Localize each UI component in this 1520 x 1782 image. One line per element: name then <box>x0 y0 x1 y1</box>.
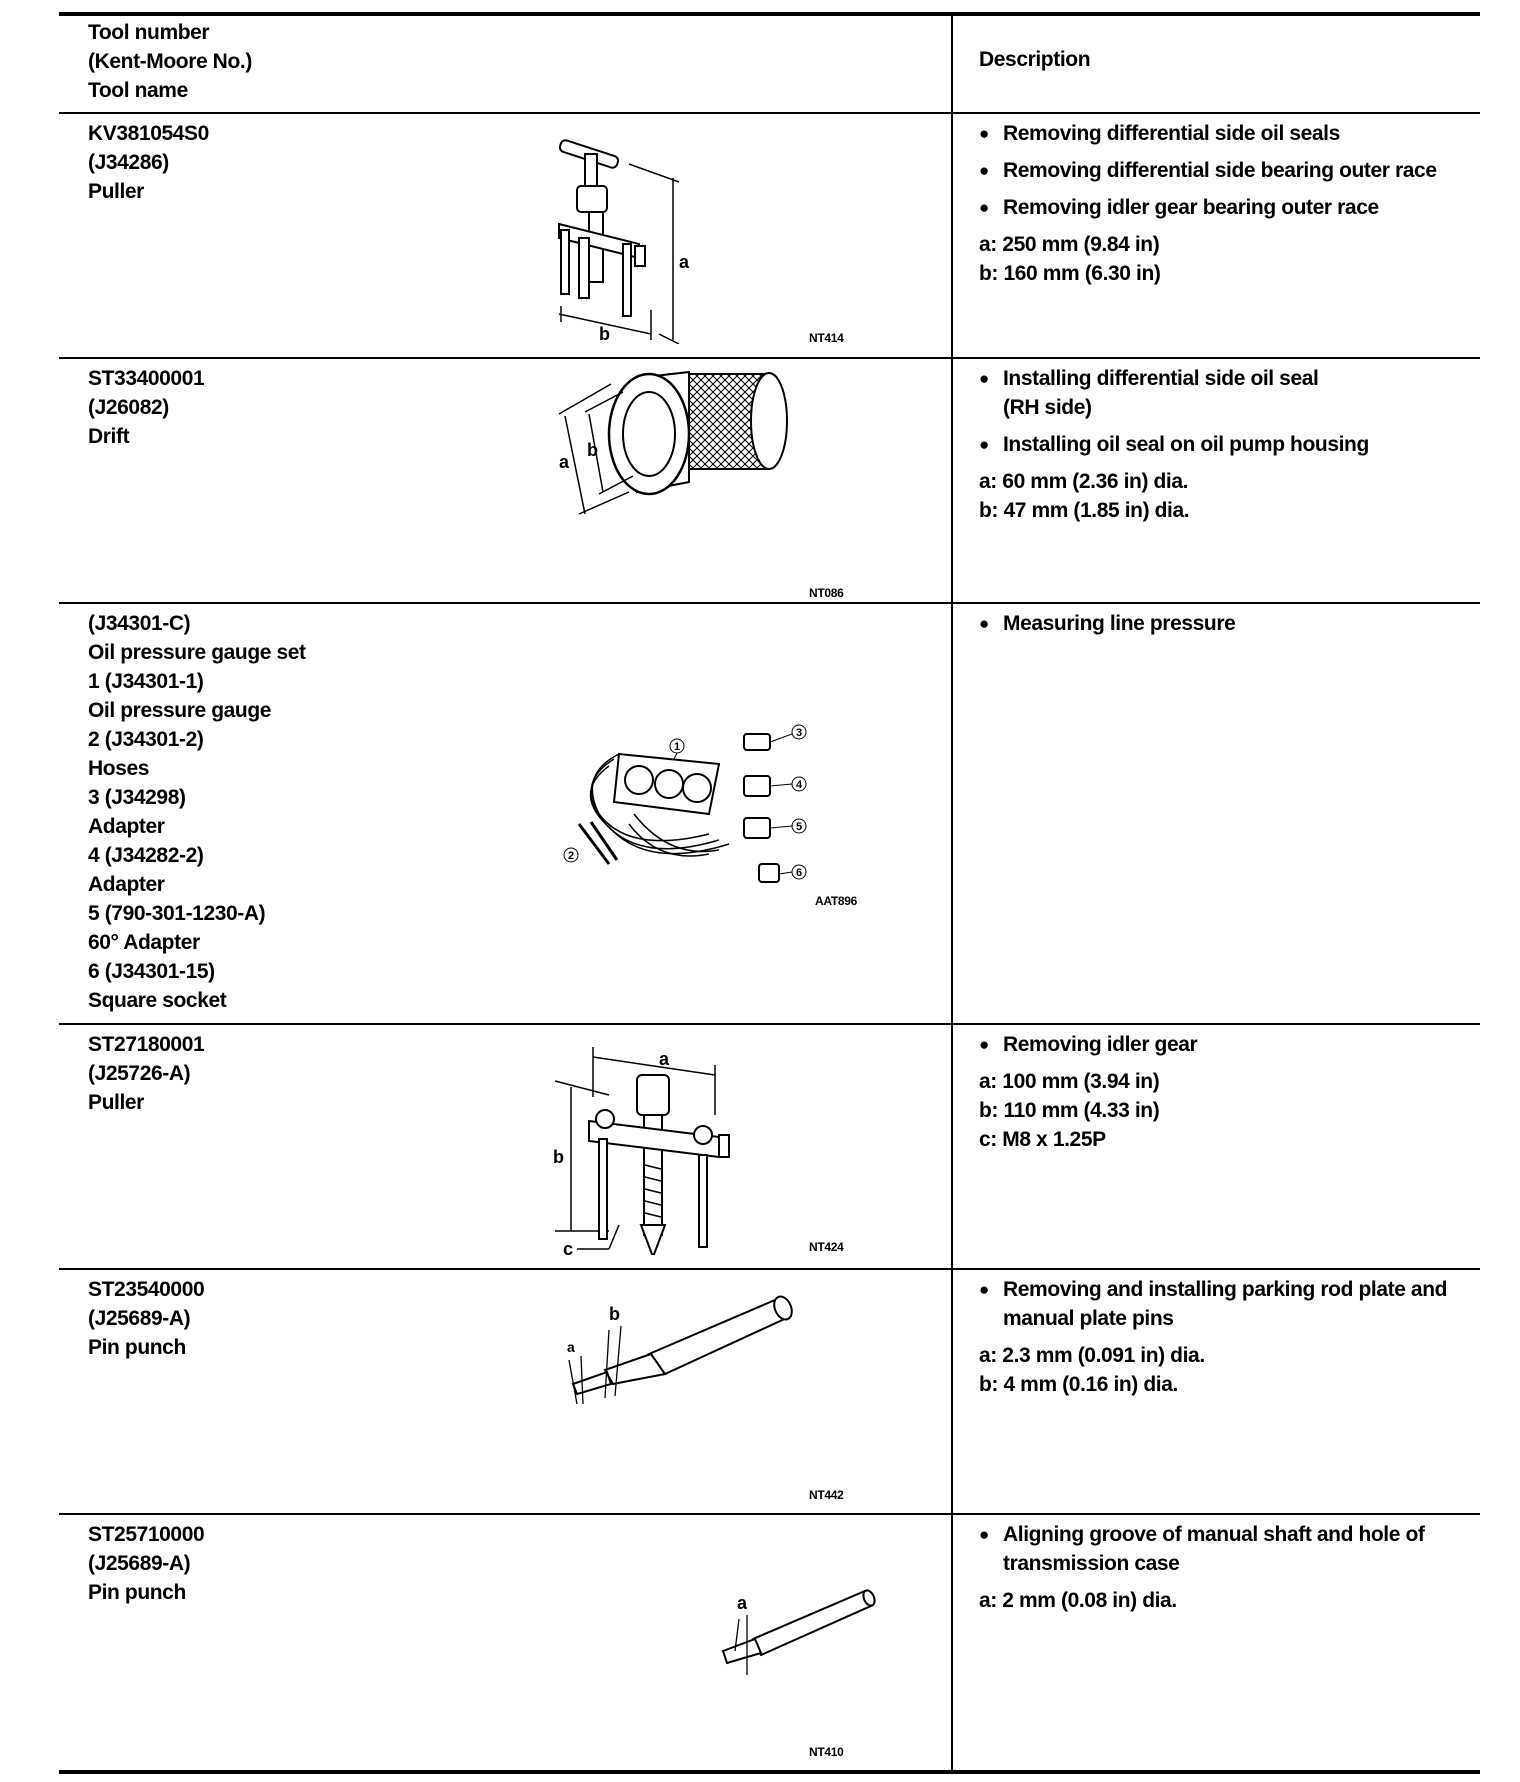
table-row <box>59 359 1480 604</box>
spec-line: a: 60 mm (2.36 in) dia. <box>979 470 1189 493</box>
component-number: 3 (J34298) <box>88 786 186 809</box>
tool-name: Oil pressure gauge set <box>88 641 306 664</box>
kent-moore-number: (J34301-C) <box>88 612 191 635</box>
kent-moore-number: (J34286) <box>88 151 169 174</box>
spec-line: a: 2.3 mm (0.091 in) dia. <box>979 1344 1205 1367</box>
tool-name: Puller <box>88 1091 144 1114</box>
table-row <box>59 1025 1480 1270</box>
callout-1: 1 <box>674 741 681 753</box>
callout-6: 6 <box>796 867 803 879</box>
figure-label-a: a <box>559 452 570 472</box>
description-bullet: ● Removing idler gear bearing outer race <box>979 193 1474 222</box>
header-description: Description <box>979 48 1091 71</box>
spec-line: b: 47 mm (1.85 in) dia. <box>979 499 1190 522</box>
figure-label-a: a <box>659 1049 670 1069</box>
component-number: 2 (J34301-2) <box>88 728 204 751</box>
kent-moore-number: (J25726-A) <box>88 1062 191 1085</box>
description-bullet: ● Installing oil seal on oil pump housing <box>979 430 1474 459</box>
kent-moore-number: (J25689-A) <box>88 1307 191 1330</box>
tool-description <box>979 1520 1474 1615</box>
table-row <box>59 1270 1480 1515</box>
figure-label-a: a <box>679 252 690 272</box>
description-bullet: ● Aligning groove of manual shaft and hole of transmission case <box>979 1520 1474 1578</box>
tool-name: Pin punch <box>88 1336 186 1359</box>
description-bullet: ● Removing idler gear <box>979 1030 1474 1059</box>
callout-2: 2 <box>568 850 575 862</box>
spec-line: a: 2 mm (0.08 in) dia. <box>979 1589 1177 1612</box>
figure-label-b: b <box>609 1304 620 1324</box>
tool-info <box>88 1520 468 1607</box>
component-name: Adapter <box>88 815 165 838</box>
component-name: Adapter <box>88 873 165 896</box>
header-tool-name: Tool name <box>88 79 188 102</box>
description-bullet: ● Removing differential side oil seals <box>979 119 1474 148</box>
tool-number: KV381054S0 <box>88 122 209 145</box>
component-name: Oil pressure gauge <box>88 699 272 722</box>
table-row <box>59 1515 1480 1774</box>
tool-number: ST33400001 <box>88 367 205 390</box>
callout-4: 4 <box>796 779 803 791</box>
table-bottom-rule <box>59 1770 1480 1774</box>
header-kent-moore: (Kent-Moore No.) <box>88 50 252 73</box>
puller-illustration <box>539 134 779 344</box>
figure-code: NT086 <box>809 586 844 600</box>
table-row <box>59 114 1480 359</box>
description-bullet: ● Removing and installing parking rod plate and manual plate pins <box>979 1275 1474 1333</box>
tool-description <box>979 119 1474 288</box>
table-row <box>59 604 1480 1025</box>
figure-code: NT424 <box>809 1240 844 1254</box>
figure-label-c: c <box>563 1239 574 1255</box>
tool-info <box>88 364 468 451</box>
figure-code: NT414 <box>809 331 844 345</box>
tool-name: Pin punch <box>88 1581 186 1604</box>
description-bullet: ● Measuring line pressure <box>979 609 1474 638</box>
idler-gear-puller-illustration <box>549 1035 809 1255</box>
tool-name: Puller <box>88 180 144 203</box>
component-number: 1 (J34301-1) <box>88 670 204 693</box>
table-header-row <box>59 12 1480 114</box>
tool-number: ST27180001 <box>88 1033 205 1056</box>
header-left <box>88 18 468 105</box>
spec-line: b: 110 mm (4.33 in) <box>979 1099 1160 1122</box>
figure-code: NT410 <box>809 1745 844 1759</box>
spec-line: a: 250 mm (9.84 in) <box>979 233 1160 256</box>
description-bullet: ● Removing differential side bearing outer race <box>979 156 1474 185</box>
tool-info <box>88 609 468 1015</box>
kent-moore-number: (J25689-A) <box>88 1552 191 1575</box>
tool-info <box>88 119 468 206</box>
component-number: 6 (J34301-15) <box>88 960 215 983</box>
component-name: 60° Adapter <box>88 931 200 954</box>
figure-label-a: a <box>737 1593 748 1613</box>
figure-label-a: a <box>567 1339 575 1355</box>
component-number: 5 (790-301-1230-A) <box>88 902 266 925</box>
kent-moore-number: (J26082) <box>88 396 169 419</box>
pin-punch-illustration <box>539 1280 799 1410</box>
tool-info <box>88 1275 468 1362</box>
description-bullet: ● Installing differential side oil seal (RH side) <box>979 364 1333 422</box>
spec-line: b: 160 mm (6.30 in) <box>979 262 1161 285</box>
figure-code: AAT896 <box>815 894 857 908</box>
figure-label-b: b <box>587 440 598 460</box>
tool-number: ST25710000 <box>88 1523 205 1546</box>
tool-name: Drift <box>88 425 130 448</box>
pin-punch-small-illustration <box>709 1585 889 1685</box>
component-number: 4 (J34282-2) <box>88 844 204 867</box>
spec-line: b: 4 mm (0.16 in) dia. <box>979 1373 1178 1396</box>
header-tool-number: Tool number <box>88 21 210 44</box>
tool-info <box>88 1030 468 1117</box>
figure-label-b: b <box>599 324 610 344</box>
figure-code: NT442 <box>809 1488 844 1502</box>
tool-description <box>979 364 1474 525</box>
spec-line: a: 100 mm (3.94 in) <box>979 1070 1160 1093</box>
tool-description <box>979 609 1474 646</box>
figure-label-b: b <box>553 1147 564 1167</box>
oil-pressure-gauge-set-illustration <box>559 714 829 904</box>
spec-line: c: M8 x 1.25P <box>979 1128 1106 1151</box>
tool-description <box>979 1275 1474 1399</box>
tool-description <box>979 1030 1474 1154</box>
callout-3: 3 <box>796 727 803 739</box>
callout-5: 5 <box>796 821 803 833</box>
component-name: Hoses <box>88 757 150 780</box>
tool-number: ST23540000 <box>88 1278 205 1301</box>
component-name: Square socket <box>88 989 227 1012</box>
drift-illustration <box>549 364 809 534</box>
